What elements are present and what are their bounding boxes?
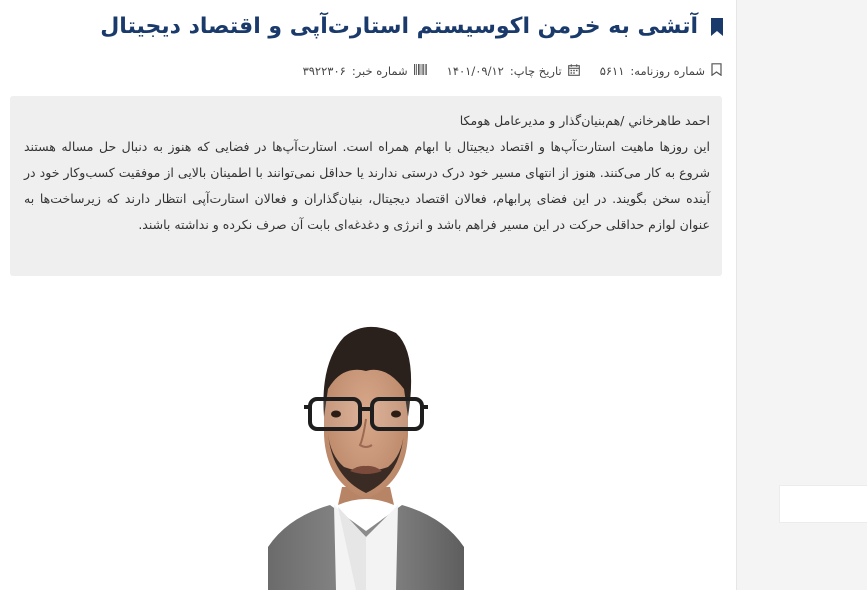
print-date: ۱۴۰۱/۰۹/۱۲ xyxy=(446,64,504,78)
newspaper-number: ۵۶۱۱ xyxy=(599,64,625,78)
author-photo xyxy=(268,315,464,590)
article-title: آتشی به خرمن اکوسیستم استارت‌آپی و اقتصاد دیجیتال xyxy=(100,14,698,39)
barcode-icon xyxy=(414,64,427,78)
bookmark-icon[interactable] xyxy=(710,18,724,36)
lead-body: این روزها ماهیت استارت‌آپ‌ها و اقتصاد دیجیتال با ابهام همراه است. استارت‌آپ‌ها در فضایی که هنوز به دنبال حل مساله هستند شروع به کار می‌کنند. هنوز از انتهای مسیر خود درک درستی ندارند یا حداقل نمی‌توانند با اطمینان بالایی از موفقیت کسب‌وکار خود در آینده سخن بگویند. در این فضای پرابهام، فعالان اقتصاد دیجیتال، بنیان‌گذاران و فعالان استارت‌آپی انتظار دارند که زیرساخت‌ها به عنوان لوازم حداقلی حرکت در این مسیر فراهم باشد و انرژی و دغدغه‌ای بابت آن صرف نکرده و نداشته باشند. xyxy=(24,139,710,232)
sidebar-widget xyxy=(779,485,867,523)
news-number-label: شماره خبر: xyxy=(351,64,408,78)
calendar-icon xyxy=(568,64,580,79)
newspaper-number-label: شماره روزنامه: xyxy=(630,64,705,78)
article-meta xyxy=(303,63,722,79)
news-number: ۳۹۲۲۳۰۶ xyxy=(302,64,346,78)
print-date-label: تاریخ چاپ: xyxy=(509,64,562,78)
article-lead xyxy=(10,96,722,276)
title-row xyxy=(100,14,724,39)
lead-author: احمد طاهرخاني /هم‌بنيان‌گذار و مدیرعامل هومکا xyxy=(459,113,710,128)
bookmark-outline-icon xyxy=(711,63,722,79)
